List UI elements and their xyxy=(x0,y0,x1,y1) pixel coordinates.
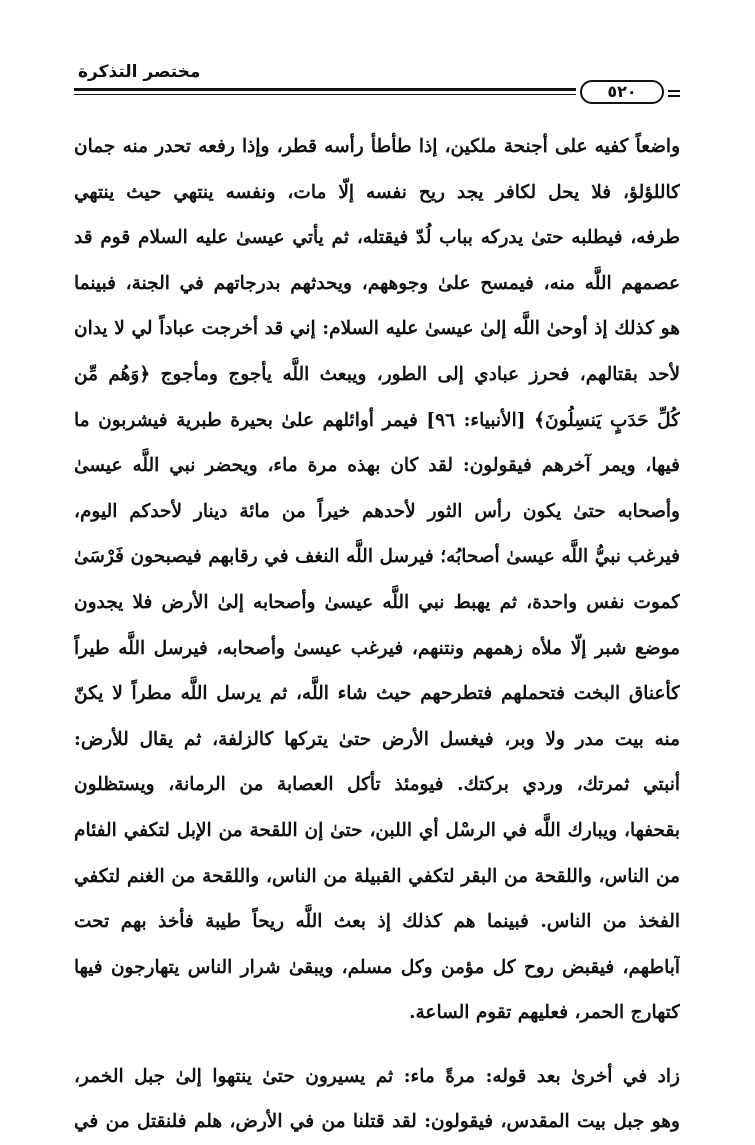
text-line: من الناس، واللقحة من البقر لتكفي القبيلة من الناس، واللقحة من الغنم لتكفي xyxy=(74,865,680,887)
text-line: واضعاً كفيه على أجنحة ملكين، إذا طأطأ رأسه قطر، وإذا رفعه تحدر منه جمان xyxy=(74,136,680,157)
text-line: موضع شبر إلّا ملأه زهمهم ونتنهم، فيرغب عيسىٰ وأصحابه، فيرسل اللَّه طيراً xyxy=(74,637,680,659)
text-line: فيرغب نبيُّ اللَّه عيسىٰ أصحابُه؛ فيرسل اللَّه النغف في رقابهم فيصبحون فَرْسَىٰ xyxy=(74,546,680,568)
text-line: كأعناق البخت فتحملهم فتطرحهم حيث شاء اللَّه، ثم يرسل اللَّه مطراً لا يكنّ xyxy=(74,683,680,705)
text-line: كموت نفس واحدة، ثم يهبط نبي اللَّه عيسىٰ وأصحابه إلىٰ الأرض فلا يجدون xyxy=(74,591,680,613)
text-line: هو كذلك إذ أوحىٰ اللَّه إلىٰ عيسىٰ عليه السلام: إني قد أخرجت عباداً لي لا يدان xyxy=(74,318,680,340)
text-line: فيها، ويمر آخرهم فيقولون: لقد كان بهذه مرة ماء، ويحضر نبي اللَّه عيسىٰ xyxy=(74,455,680,477)
text-line: كُلِّ حَدَبٍ يَنسِلُونَ﴾ [الأنبياء: ٩٦] فيمر أوائلهم علىٰ بحيرة طبرية فيشربون ما xyxy=(74,409,680,431)
text-line: آباطهم، فيقبض روح كل مؤمن وكل مسلم، ويبقىٰ شرار الناس يتهارجون فيها xyxy=(74,956,680,978)
main-text xyxy=(74,124,680,1145)
header-rule-right-upper xyxy=(668,90,680,92)
text-line: طرفه، فيطلبه حتىٰ يدركه بباب لُدّ فيقتله، ثم يأتي عيسىٰ عليه السلام قوم قد xyxy=(74,227,680,249)
text-line: كاللؤلؤ، فلا يحل لكافر يجد ريح نفسه إلّا مات، ونفسه ينتهي حيث ينتهي xyxy=(74,181,680,203)
text-line: عصمهم اللَّه منه، فيمسح علىٰ وجوههم، ويحدثهم بدرجاتهم في الجنة، فبينما xyxy=(74,272,680,294)
header-rule-thick xyxy=(74,88,576,91)
text-line: كتهارج الحمر، فعليهم تقوم الساعة. xyxy=(409,1002,680,1024)
running-header-title: مختصر التذكرة xyxy=(78,62,201,82)
paragraph-gap xyxy=(74,1036,680,1054)
text-line: وهو جبل بيت المقدس، فيقولون: لقد قتلنا من في الأرض، هلم فلنقتل من في xyxy=(74,1111,680,1133)
text-line: زاد في أخرىٰ بعد قوله: مرةً ماء: ثم يسيرون حتىٰ ينتهوا إلىٰ جبل الخمر، xyxy=(74,1065,680,1087)
text-line: لأحد بقتالهم، فحرز عبادي إلى الطور، ويبعث اللَّه يأجوج ومأجوج ﴿وَهُم مِّن xyxy=(74,363,680,385)
text-line: وأصحابه حتىٰ يكون رأس الثور لأحدهم خيراً من مائة دينار لأحدكم اليوم، xyxy=(74,500,680,522)
header-rule-right-lower xyxy=(668,95,680,97)
text-line: منه بيت مدر ولا وبر، فيغسل الأرض حتىٰ يتركها كالزلفة، ثم يقال للأرض: xyxy=(74,728,680,750)
text-line: بقحفها، ويبارك اللَّه في الرسْل أي اللبن، حتىٰ إن اللقحة من الإبل لتكفي الفئام xyxy=(74,819,680,841)
text-line: الفخذ من الناس. فبينما هم كذلك إذ بعث اللَّه ريحاً طيبة فأخذ بهم تحت xyxy=(74,911,680,933)
page-number-badge: ٥٢٠ xyxy=(580,80,664,104)
header-rule-thin xyxy=(74,94,576,95)
text-line: أنبتي ثمرتك، وردي بركتك. فيومئذ تأكل العصابة من الرمانة، ويستظلون xyxy=(74,774,680,796)
